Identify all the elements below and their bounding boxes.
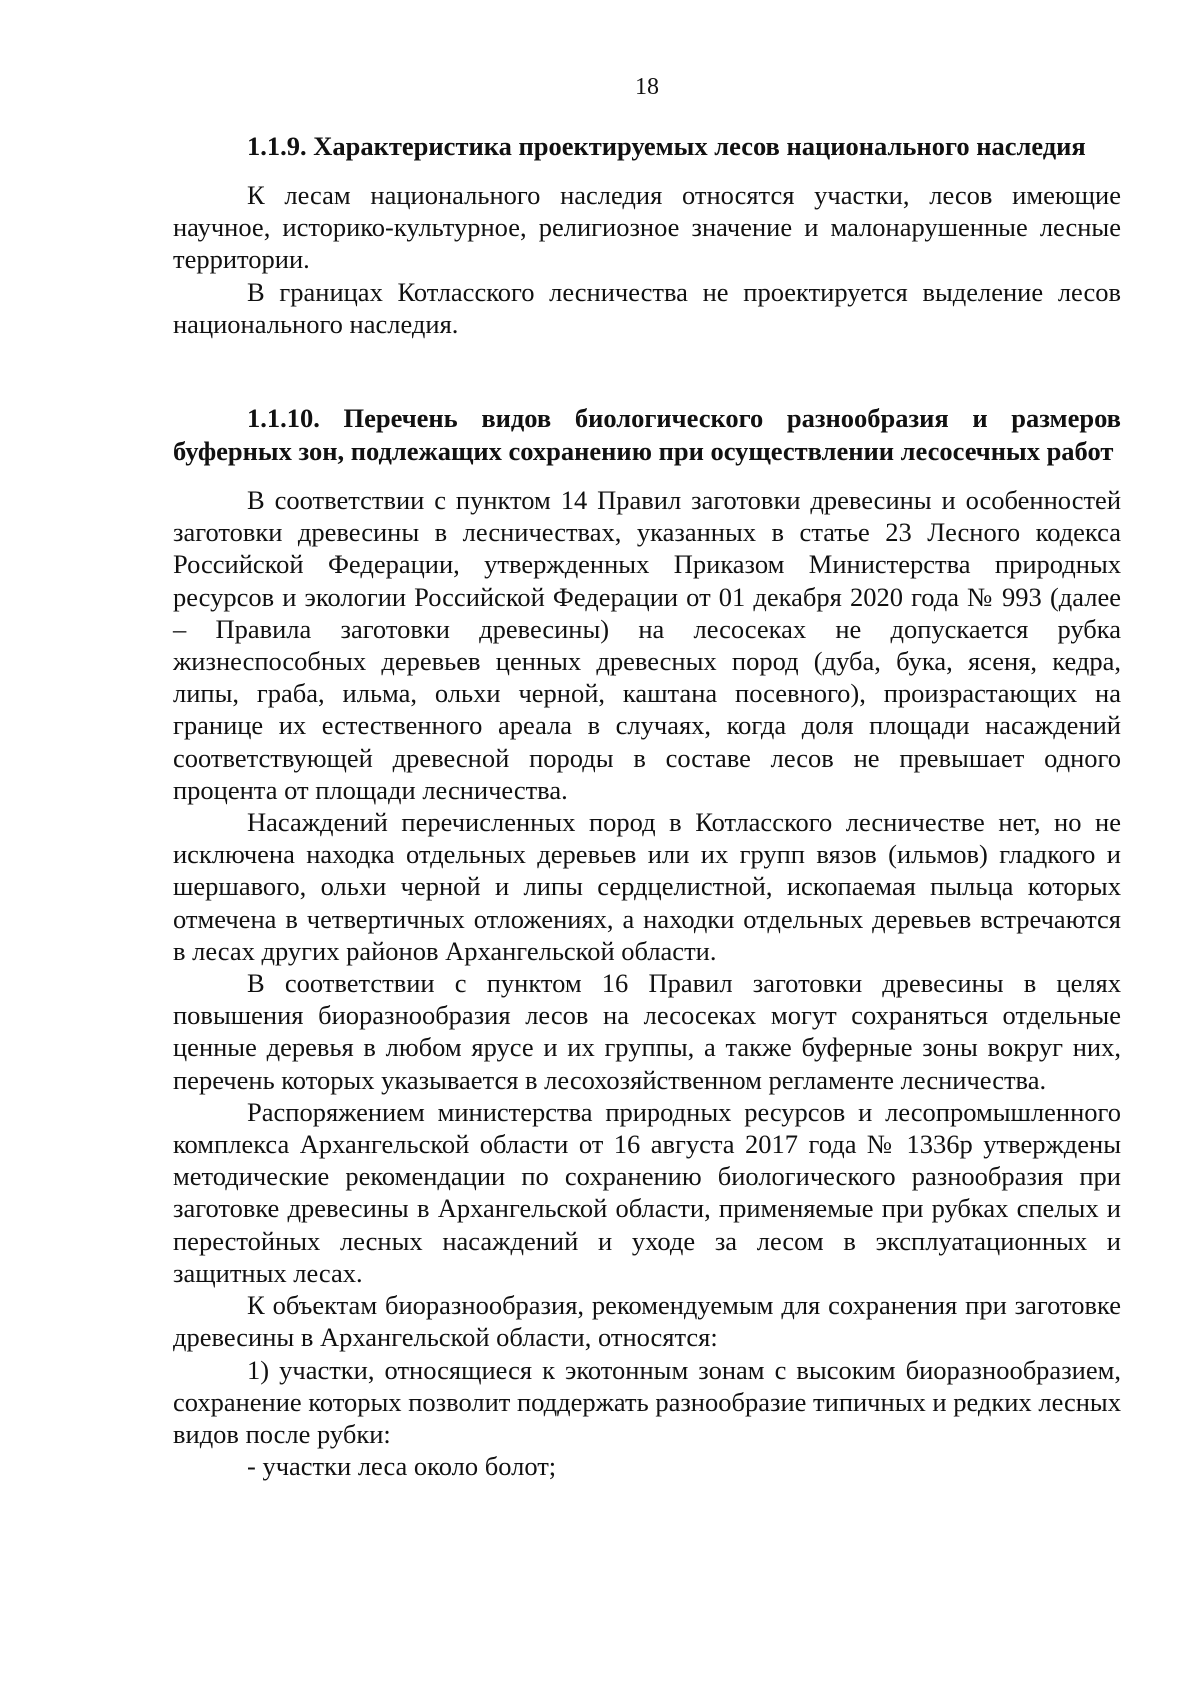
paragraph: К объектам биоразнообразия, рекомендуемым для сохранения при заготовке древесины в Архангельской области, относятся:: [173, 1290, 1121, 1353]
document-body: [173, 130, 1121, 1482]
paragraph: В соответствии с пунктом 16 Правил заготовки древесины в целях повышения биоразнообразия лесов на лесосеках могут сохраняться отдельные ценные деревья в любом ярусе и их группы, а также буферные зоны вокруг них, перечень которых указывается в лесохозяйственном регламенте лесничества.: [173, 968, 1121, 1095]
section-title-1-1-9: 1.1.9. Характеристика проектируемых лесов национального наследия: [247, 131, 1086, 161]
paragraph: Насаждений перечисленных пород в Котласского лесничестве нет, но не исключена находка отдельных деревьев или их групп вязов (ильмов) гладкого и шершавого, ольхи черной и липы сердцелистной, ископаемая пыльца которых отмечена в четвертичных отложениях, а находки отдельных деревьев встречаются в лесах других районов Архангельской области.: [173, 807, 1121, 966]
page-number: 18: [635, 74, 659, 100]
paragraph: В границах Котласского лесничества не проектируется выделение лесов национального наследия.: [173, 276, 1121, 339]
section-title-1-1-10: 1.1.10. Перечень видов биологического разнообразия и размеров буферных зон, подлежащих сохранению при осуществлении лесосечных работ: [173, 403, 1121, 467]
paragraph: Распоряжением министерства природных ресурсов и лесопромышленного комплекса Архангельской области от 16 августа 2017 года № 1336р утверждены методические рекомендации по сохранению биологического разнообразия при заготовке древесины в Архангельской области, применяемые при рубках спелых и перестойных лесных насаждений и уходе за лесом в эксплуатационных и защитных лесах.: [173, 1096, 1121, 1288]
paragraph: К лесам национального наследия относятся участки, лесов имеющие научное, историко-культурное, религиозное значение и малонарушенные лесные территории.: [173, 180, 1121, 275]
paragraph: В соответствии с пунктом 14 Правил заготовки древесины и особенностей заготовки древесины в лесничествах, указанных в статье 23 Лесного кодекса Российской Федерации, утвержденных Приказом Министерства природных ресурсов и экологии Российской Федерации от 01 декабря 2020 года № 993 (далее – Правила заготовки древесины) на лесосеках не допускается рубка жизнеспособных деревьев ценных древесных пород (дуба, бука, ясеня, кедра, липы, граба, ильма, ольхи черной, каштана посевного), произрастающих на границе их естественного ареала в случаях, когда доля площади насаждений соответствующей древесной породы в составе лесов не превышает одного процента от площади лесничества.: [173, 485, 1121, 805]
list-item: - участки леса около болот;: [247, 1451, 557, 1482]
paragraph: 1) участки, относящиеся к экотонным зонам с высоким биоразнообразием, сохранение которых позволит поддержать разнообразие типичных и редких лесных видов после рубки:: [173, 1354, 1121, 1449]
